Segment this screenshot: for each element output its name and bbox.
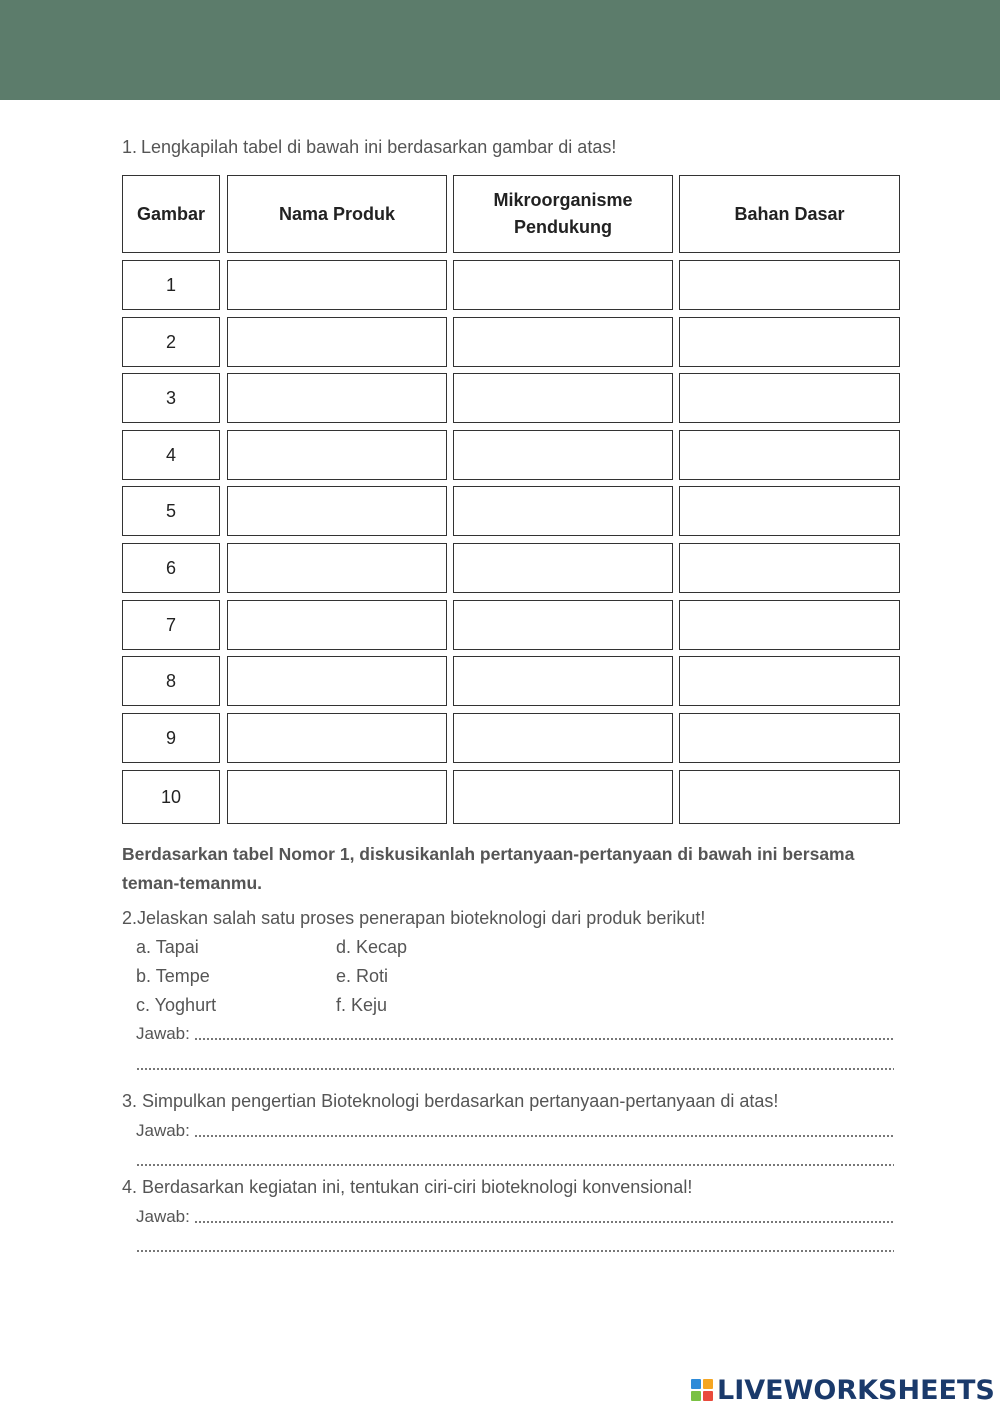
answer-label: Jawab: [136, 1024, 190, 1043]
row-number: 9 [122, 713, 220, 763]
mikroorganisme-input[interactable] [453, 543, 673, 593]
option-roti: e. Roti [336, 966, 389, 986]
bahan-dasar-input[interactable] [679, 260, 900, 310]
table-row [122, 486, 900, 536]
answer-2-line-2[interactable] [136, 1052, 894, 1074]
option-tempe: b. Tempe [136, 966, 210, 986]
table-row [122, 373, 900, 423]
header-nama-produk: Nama Produk [227, 175, 447, 253]
mikroorganisme-input[interactable] [453, 486, 673, 536]
mikroorganisme-input[interactable] [453, 600, 673, 650]
header-mikroorganisme: Mikroorganisme Pendukung [453, 175, 673, 253]
row-number: 10 [122, 770, 220, 824]
option-tapai: a. Tapai [136, 937, 199, 957]
bahan-dasar-input[interactable] [679, 486, 900, 536]
discussion-instruction: Berdasarkan tabel Nomor 1, diskusikanlah pertanyaan-pertanyaan di bawah ini bersama teman-temanmu. [122, 844, 855, 893]
bahan-dasar-input[interactable] [679, 600, 900, 650]
mikroorganisme-input[interactable] [453, 317, 673, 367]
mikroorganisme-input[interactable] [453, 770, 673, 824]
answer-label: Jawab: [136, 1121, 190, 1140]
bahan-dasar-input[interactable] [679, 656, 900, 706]
question-4-text: 4. Berdasarkan kegiatan ini, tentukan ciri-ciri bioteknologi konvensional! [122, 1177, 693, 1197]
row-number: 8 [122, 656, 220, 706]
row-number: 5 [122, 486, 220, 536]
table-row [122, 543, 900, 593]
answer-3-line-1[interactable] [136, 1119, 894, 1141]
mikroorganisme-input[interactable] [453, 656, 673, 706]
table-row [122, 770, 900, 824]
bahan-dasar-input[interactable] [679, 543, 900, 593]
table-header-row [122, 175, 900, 253]
nama-produk-input[interactable] [227, 600, 447, 650]
bahan-dasar-input[interactable] [679, 373, 900, 423]
mikroorganisme-input[interactable] [453, 713, 673, 763]
nama-produk-input[interactable] [227, 543, 447, 593]
mikroorganisme-input[interactable] [453, 260, 673, 310]
bahan-dasar-input[interactable] [679, 770, 900, 824]
question-1-text: Lengkapilah tabel di bawah ini berdasarkan gambar di atas! [141, 137, 617, 157]
header-band [0, 0, 1000, 100]
row-number: 1 [122, 260, 220, 310]
nama-produk-input[interactable] [227, 430, 447, 480]
question-1 [122, 137, 616, 158]
nama-produk-input[interactable] [227, 656, 447, 706]
table-row [122, 656, 900, 706]
table-row [122, 430, 900, 480]
liveworksheets-logo-icon [690, 1378, 714, 1402]
row-number: 3 [122, 373, 220, 423]
answer-3-line-2[interactable] [136, 1148, 894, 1170]
row-number: 7 [122, 600, 220, 650]
option-yoghurt: c. Yoghurt [136, 995, 217, 1015]
option-kecap: d. Kecap [336, 937, 408, 957]
answer-label: Jawab: [136, 1207, 190, 1226]
nama-produk-input[interactable] [227, 260, 447, 310]
table-row [122, 713, 900, 763]
table-row [122, 260, 900, 310]
brand-name: LIVEWORKSHEETS [717, 1374, 995, 1406]
table-row [122, 317, 900, 367]
header-bahan-dasar: Bahan Dasar [679, 175, 900, 253]
answer-2-line-1[interactable] [136, 1022, 894, 1044]
question-2-text: 2.Jelaskan salah satu proses penerapan bioteknologi dari produk berikut! [122, 908, 706, 928]
table-row [122, 600, 900, 650]
nama-produk-input[interactable] [227, 317, 447, 367]
mikroorganisme-input[interactable] [453, 430, 673, 480]
nama-produk-input[interactable] [227, 770, 447, 824]
bahan-dasar-input[interactable] [679, 317, 900, 367]
nama-produk-input[interactable] [227, 486, 447, 536]
question-3-text: 3. Simpulkan pengertian Bioteknologi berdasarkan pertanyaan-pertanyaan di atas! [122, 1091, 779, 1111]
mikroorganisme-input[interactable] [453, 373, 673, 423]
row-number: 4 [122, 430, 220, 480]
option-keju: f. Keju [336, 995, 388, 1015]
answer-4-line-2[interactable] [136, 1234, 894, 1256]
liveworksheets-brand[interactable] [690, 1374, 995, 1406]
question-1-number: 1. [122, 137, 138, 157]
row-number: 6 [122, 543, 220, 593]
header-gambar: Gambar [122, 175, 220, 253]
row-number: 2 [122, 317, 220, 367]
bahan-dasar-input[interactable] [679, 430, 900, 480]
nama-produk-input[interactable] [227, 373, 447, 423]
answer-4-line-1[interactable] [136, 1205, 894, 1227]
nama-produk-input[interactable] [227, 713, 447, 763]
bahan-dasar-input[interactable] [679, 713, 900, 763]
